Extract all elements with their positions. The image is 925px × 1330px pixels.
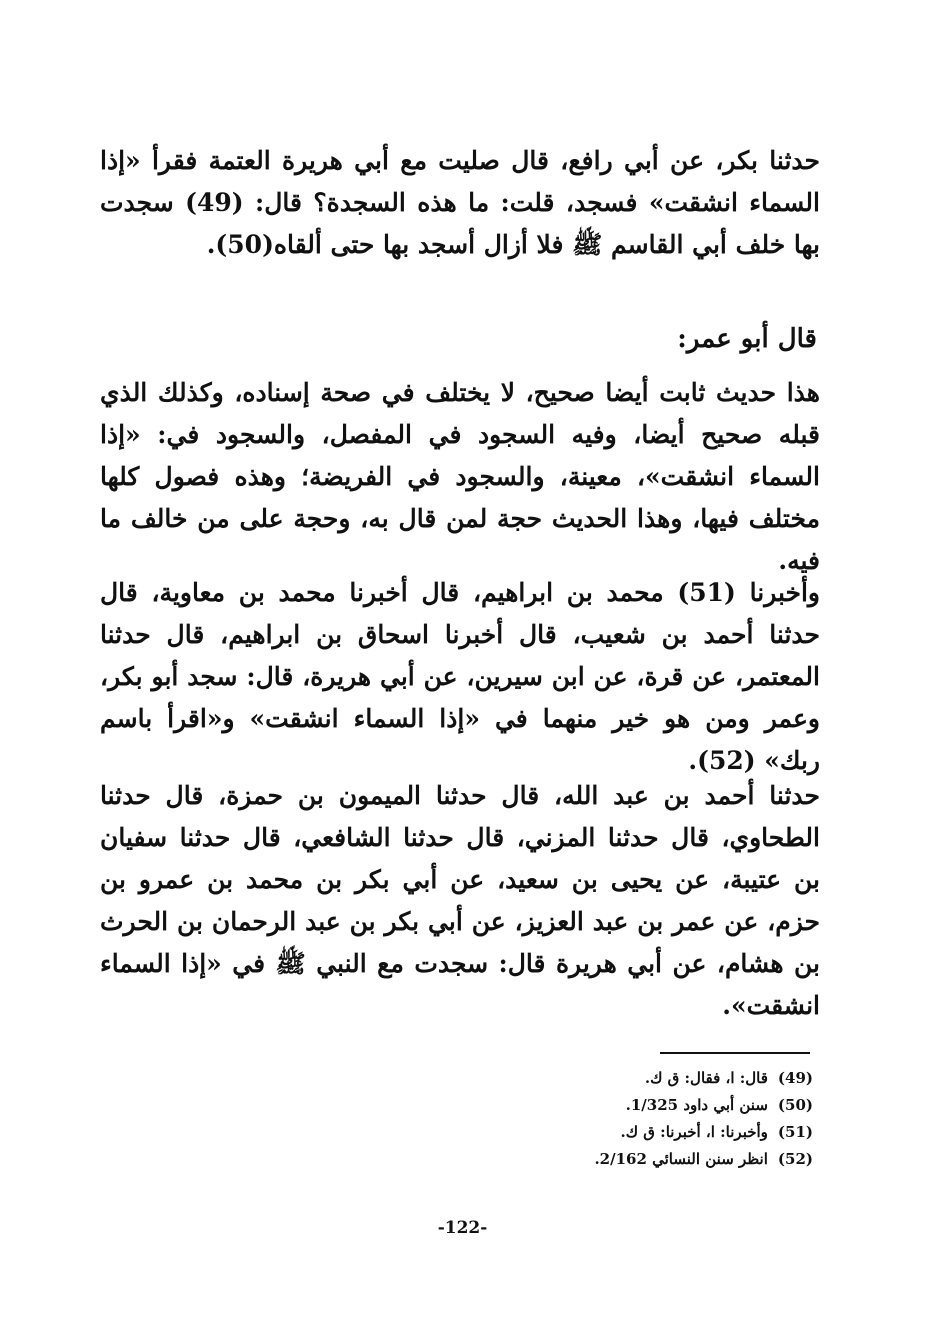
footnote-text: قال: ا، فقال: ق ك. xyxy=(644,1069,768,1087)
footnote-text: انظر سنن النسائي 2/162. xyxy=(594,1150,768,1168)
page-number: -122- xyxy=(437,1218,488,1238)
footnote-divider xyxy=(660,1052,810,1054)
section-heading: قال أبو عمر: xyxy=(677,324,817,354)
footnote-number: (49) xyxy=(777,1069,813,1087)
footnote-number: (50) xyxy=(777,1096,813,1114)
footnote-52 xyxy=(513,1146,813,1173)
paragraph-hadith-3: حدثنا أحمد بن عبد الله، قال حدثنا الميمون بن حمزة، قال حدثنا الطحاوي، قال حدثنا المزني، قال حدثنا الشافعي، قال حدثنا سفيان بن عتيبة، عن يحيى بن سعيد، عن أبي بكر بن محمد بن عمرو بن حزم، عن عمر بن عبد العزيز، عن أبي بكر بن عبد الرحمان بن الحرث بن هشام، عن أبي هريرة قال: سجدت مع النبي ﷺ في «إذا السماء انشقت». xyxy=(100,781,820,1020)
footnote-text: وأخبرنا: ا، أخبرنا: ق ك. xyxy=(620,1123,768,1141)
footnote-number: (52) xyxy=(777,1150,813,1168)
footnote-text: سنن أبي داود 1/325. xyxy=(625,1096,768,1114)
paragraph-commentary: هذا حديث ثابت أيضا صحيح، لا يختلف في صحة إسناده، وكذلك الذي قبله صحيح أيضا، وفيه السجود في المفصل، والسجود في: «إذا السماء انشقت»، معينة، والسجود في الفريضة؛ وهذه فصول كلها مختلف فيها، وهذا الحديث حجة لمن قال به، وحجة على من خالف ما فيه. xyxy=(100,378,820,575)
paragraph-hadith-2: وأخبرنا (51) محمد بن ابراهيم، قال أخبرنا محمد بن معاوية، قال حدثنا أحمد بن شعيب، قال أخبرنا اسحاق بن ابراهيم، قال حدثنا المعتمر، عن قرة، عن ابن سيرين، عن أبي هريرة، قال: سجد أبو بكر، وعمر ومن هو خير منهما في «إذا السماء انشقت» و«اقرأ باسم ربك» (52). xyxy=(100,578,820,775)
paragraph-hadith-1: حدثنا بكر، عن أبي رافع، قال صليت مع أبي هريرة العتمة فقرأ «إذا السماء انشقت» فسجد، قلت: ما هذه السجدة؟ قال: (49) سجدت بها خلف أبي القاسم ﷺ فلا أزال أسجد بها حتى ألقاه(50). xyxy=(100,146,820,259)
footnote-number: (51) xyxy=(777,1123,813,1141)
footnote-49 xyxy=(513,1065,813,1092)
footnote-51 xyxy=(513,1119,813,1146)
footnote-50 xyxy=(513,1092,813,1119)
footnotes xyxy=(513,1065,813,1173)
